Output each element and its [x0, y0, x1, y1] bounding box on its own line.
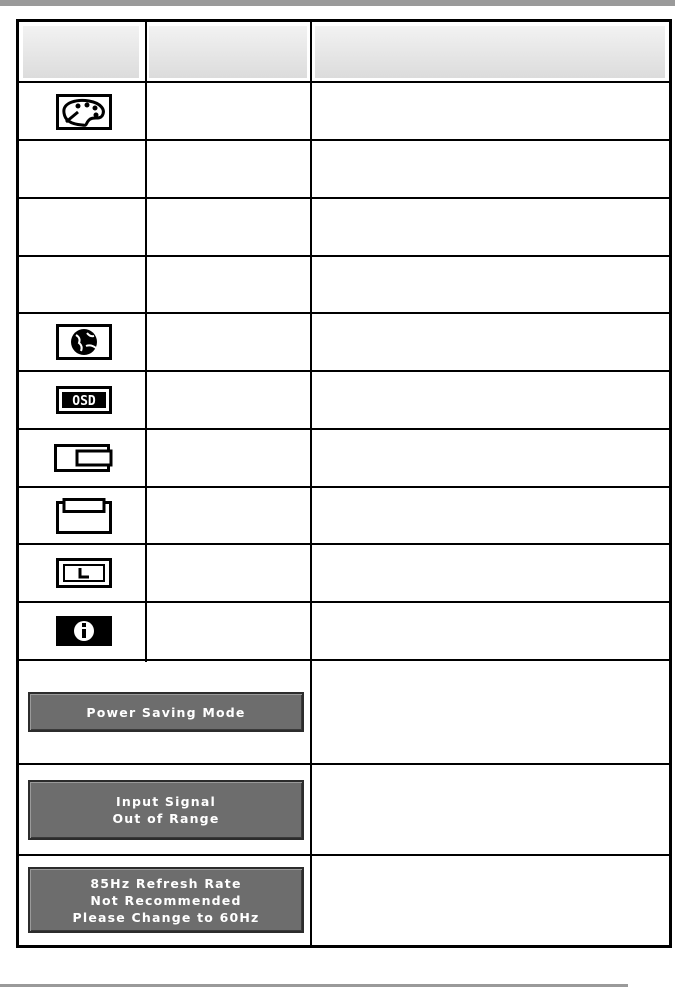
globe-language-icon — [39, 322, 129, 362]
power-saving-mode-message — [28, 692, 304, 732]
row-divider — [19, 486, 669, 488]
row-divider — [19, 370, 669, 372]
message-line: Input Signal — [116, 794, 216, 809]
osd-function-table — [16, 19, 672, 948]
svg-text:OSD: OSD — [72, 394, 96, 409]
power-saving-mode-text: Power Saving Mode — [86, 704, 246, 720]
column-divider-1 — [145, 22, 147, 662]
row-divider — [19, 543, 669, 545]
header-cell-description — [315, 26, 665, 78]
row-divider — [19, 601, 669, 603]
horizontal-position-icon — [39, 438, 129, 478]
row-divider — [19, 312, 669, 314]
message-line: 85Hz Refresh Rate — [90, 875, 242, 891]
bottom-rule — [0, 984, 628, 987]
row-divider — [19, 659, 669, 661]
refresh-rate-warning-message — [28, 867, 304, 933]
row-divider — [19, 854, 669, 856]
message-line: Please Change to 60Hz — [72, 909, 260, 925]
top-rule — [0, 0, 675, 6]
row-divider — [19, 763, 669, 765]
message-line: Not Recommended — [90, 892, 242, 908]
information-icon — [39, 611, 129, 651]
row-divider — [19, 81, 669, 83]
color-palette-icon — [39, 92, 129, 132]
input-signal-out-of-range-message — [28, 780, 304, 840]
row-divider — [19, 139, 669, 141]
osd-icon — [39, 380, 129, 420]
row-divider — [19, 255, 669, 257]
message-line: Out of Range — [112, 811, 220, 826]
header-cell-function — [149, 26, 307, 78]
vertical-position-icon — [39, 496, 129, 536]
osd-timeout-icon — [39, 553, 129, 593]
column-divider-2 — [310, 22, 312, 948]
header-cell-icon — [23, 26, 139, 78]
row-divider — [19, 197, 669, 199]
row-divider — [19, 428, 669, 430]
